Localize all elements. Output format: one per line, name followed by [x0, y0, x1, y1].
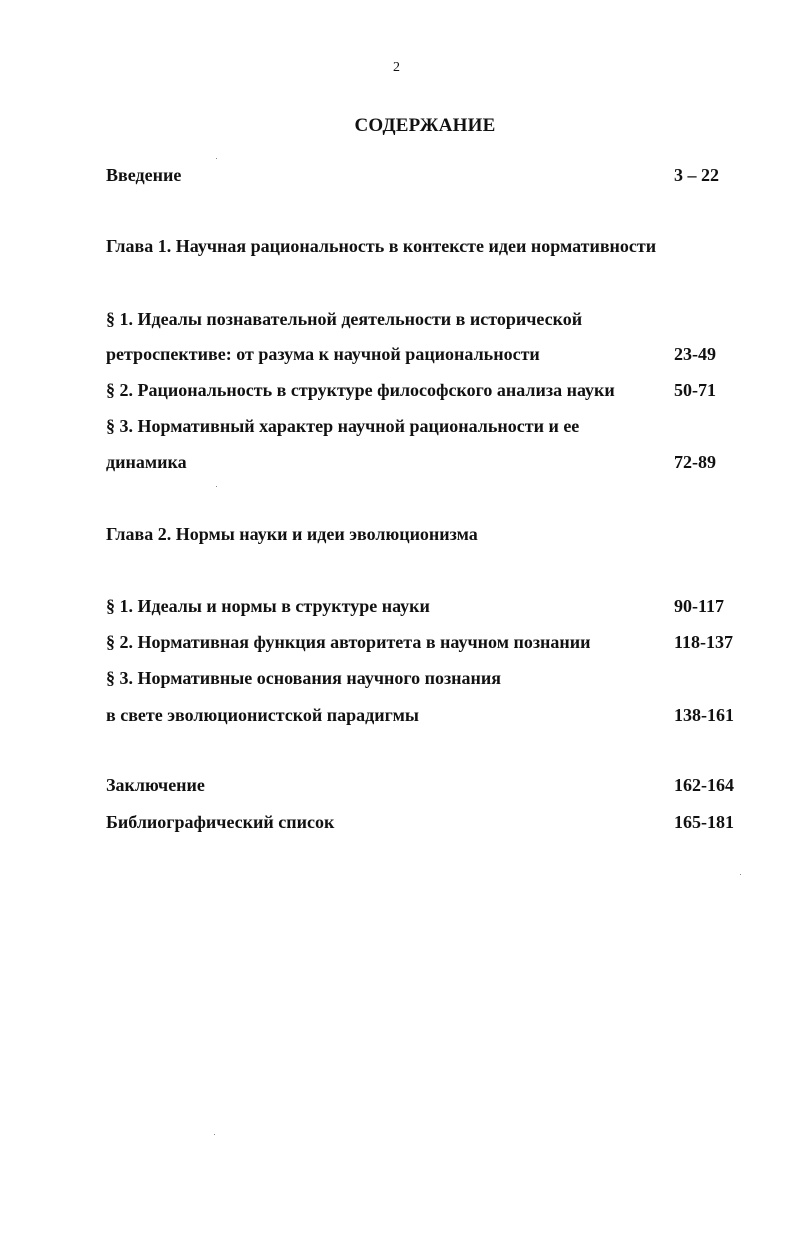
page-title: СОДЕРЖАНИЕ	[354, 115, 496, 136]
chapter-1-section-3-line-2: динамика	[106, 452, 187, 472]
chapter-2-section-3-line-1: § 3. Нормативные основания научного познания	[106, 668, 502, 688]
scan-speck	[214, 1134, 215, 1135]
chapter-1-section-1-pages: 23-49	[674, 344, 716, 364]
chapter-2-section-3-line-2: в свете эволюционистской парадигмы	[106, 705, 419, 725]
scan-speck	[216, 158, 217, 159]
chapter-2-title: Глава 2. Нормы науки и идеи эволюционизма	[106, 524, 478, 544]
chapter-2-section-2-pages: 118-137	[674, 632, 734, 652]
chapter-2-section-1-line-1: § 1. Идеалы и нормы в структуре науки	[106, 596, 430, 616]
toc-bibliography-pages: 165-181	[674, 812, 734, 832]
chapter-2-section-2-line-1: § 2. Нормативная функция авторитета в научном познании	[106, 632, 591, 652]
chapter-1-title: Глава 1. Научная рациональность в контексте идеи нормативности	[106, 236, 657, 256]
toc-intro-label: Введение	[106, 165, 182, 185]
chapter-1-section-3-line-1: § 3. Нормативный характер научной рациональности и ее	[106, 416, 580, 436]
chapter-2-section-1-pages: 90-117	[674, 596, 725, 616]
chapter-1-section-3-pages: 72-89	[674, 452, 716, 472]
toc-conclusion-label: Заключение	[106, 775, 205, 795]
toc-conclusion-pages: 162-164	[674, 775, 734, 795]
chapter-1-section-1-line-2: ретроспективе: от разума к научной рациональности	[106, 344, 540, 364]
toc-intro-pages: 3 – 22	[674, 165, 719, 185]
chapter-1-section-2-pages: 50-71	[674, 380, 716, 400]
toc-bibliography-label: Библиографический список	[106, 812, 335, 832]
chapter-1-section-1-line-1: § 1. Идеалы познавательной деятельности в исторической	[106, 309, 583, 329]
scan-speck	[740, 874, 741, 875]
chapter-1-section-2-line-1: § 2. Рациональность в структуре философского анализа науки	[106, 380, 615, 400]
scan-speck	[216, 486, 217, 487]
page-number: 2	[393, 60, 400, 75]
chapter-2-section-3-pages: 138-161	[674, 705, 734, 725]
